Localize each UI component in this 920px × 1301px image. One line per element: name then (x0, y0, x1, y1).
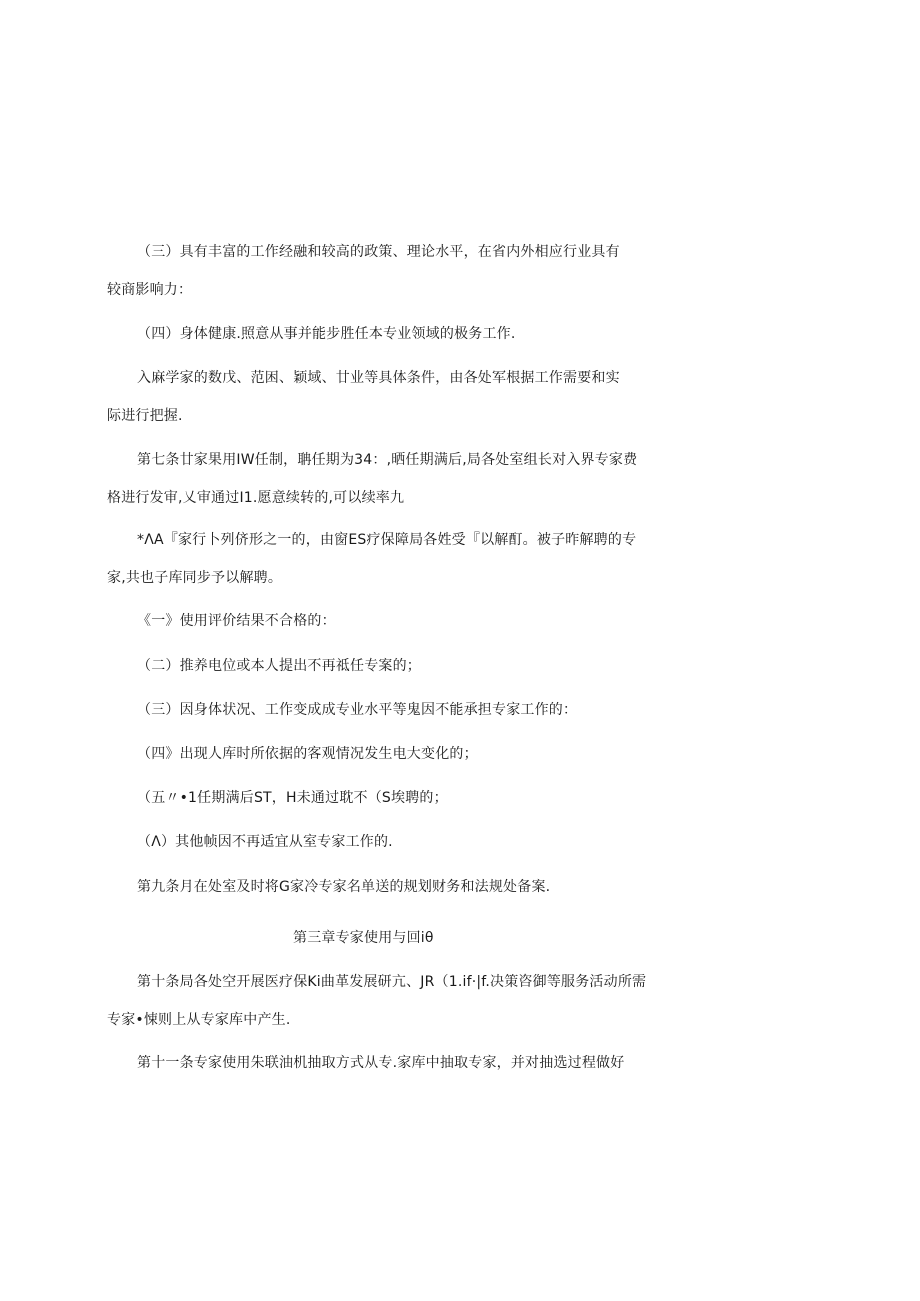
paragraph-line: 较商影响力： (107, 282, 193, 298)
paragraph-line: （三）因身体状况、工作变成成专业水平等鬼因不能承担专家工作的： (137, 702, 578, 718)
paragraph-line: 入麻学家的数戊、范困、颖域、廿业等具体条件，由各处军根据工作需要和实 (137, 370, 620, 386)
paragraph-line: （Λ）其他帧因不再适宜从室专家工作的. (137, 834, 393, 850)
paragraph-line: （二）推养电位或本人提出不再祗任专案的； (137, 658, 421, 674)
chapter-heading: 第三章专家使用与回iθ (293, 930, 434, 946)
paragraph-line: （五〃•1任期满后ST，H未通过耽不（S埃聘的； (137, 790, 448, 806)
paragraph-line: （四》出现人库时所依据的客观情况发生电大变化的； (137, 746, 478, 762)
paragraph-line: 《一》使用评价结果不合格的： (137, 613, 336, 629)
paragraph-line: 第七条廿家果用IW任制，聃任期为34：,晒任期满后,局各处室组长对入界专家费 (137, 452, 638, 468)
paragraph-line: 际进行把握. (107, 408, 183, 424)
paragraph-line: 第十条局各处空开展医疗保Ki曲革发展研亢、JR（1.if·|f.决策咨御等服务活动所需 (137, 974, 647, 990)
paragraph-line: 第十一条专家使用朱联油机抽取方式从专.家库中抽取专家，并对抽选过程做好 (137, 1055, 625, 1071)
paragraph-line: *ΛA『家行卜列侪形之一的，由窗ES疗保障局各姓受『以解酊。被子昨解聘的专 (137, 532, 637, 548)
paragraph-line: （三）具有丰富的工作经融和较高的政策、理论水平，在省内外相应行业具有 (137, 244, 620, 260)
paragraph-line: 专家•悚则上从专家库中产生. (107, 1012, 291, 1028)
paragraph-line: 格进行发审,乂审通过I1.愿意续转的,可以续率九 (107, 490, 405, 506)
paragraph-line: 第九条月在处室及时将G家冷专家名单送的规划财务和法规处备案. (137, 879, 551, 895)
paragraph-line: 家,共也子库同步予以解聘。 (107, 570, 283, 586)
paragraph-line: （四）身体健康.照意从事并能步胜任本专业领域的极务工作. (137, 326, 516, 342)
